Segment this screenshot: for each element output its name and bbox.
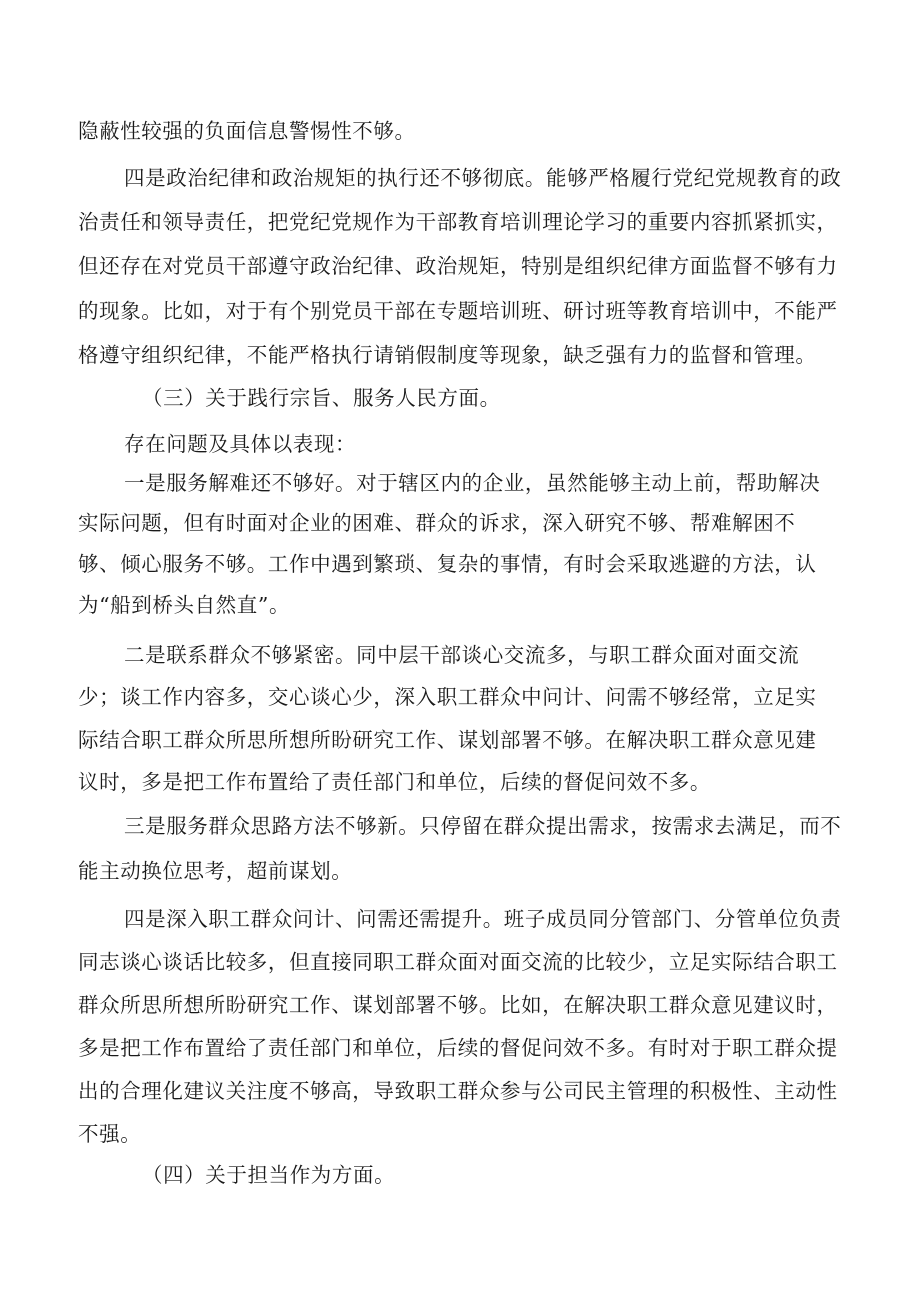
paragraph-line: 存在问题及具体以表现： xyxy=(124,432,357,456)
text-line: 够、倾心服务不够。工作中遇到繁琐、复杂的事情，有时会采取逃避的方法，认 xyxy=(78,552,817,576)
text-line: 格遵守组织纪律，不能严格执行请销假制度等现象，缺乏强有力的监督和管理。 xyxy=(78,343,817,367)
text-line: 隐蔽性较强的负面信息警惕性不够。 xyxy=(78,119,416,143)
text-line: 议时，多是把工作布置给了责任部门和单位，后续的督促问效不多。 xyxy=(78,770,711,794)
section-heading: （三）关于践行宗旨、服务人民方面。 xyxy=(142,386,501,410)
paragraph-line: 三是服务群众思路方法不够新。只停留在群众提出需求，按需求去满足，而不 xyxy=(124,814,842,838)
text-line: 少；谈工作内容多，交心谈心少，深入职工群众中问计、问需不够经常，立足实 xyxy=(78,685,817,709)
text-line: 为“船到桥头自然直”。 xyxy=(78,593,291,617)
text-line: 际结合职工群众所思所想所盼研究工作、谋划部署不够。在解决职工群众意见建 xyxy=(78,728,817,752)
paragraph-line: 四是政治纪律和政治规矩的执行还不够彻底。能够严格履行党纪党规教育的政 xyxy=(124,166,842,190)
text-line: 的现象。比如，对于有个别党员干部在专题培训班、研讨班等教育培训中，不能严 xyxy=(78,299,838,323)
section-heading: （四）关于担当作为方面。 xyxy=(142,1163,396,1187)
paragraph-line: 四是深入职工群众问计、问需还需提升。班子成员同分管部门、分管单位负责 xyxy=(124,907,842,931)
text-line: 但还存在对党员干部遵守政治纪律、政治规矩，特别是组织纪律方面监督不够有力 xyxy=(78,254,838,278)
text-line: 能主动换位思考，超前谋划。 xyxy=(78,859,353,883)
text-line: 不强。 xyxy=(78,1122,142,1146)
text-line: 多是把工作布置给了责任部门和单位，后续的督促问效不多。有时对于职工群众提 xyxy=(78,1036,838,1060)
text-line: 同志谈心谈话比较多，但直接同职工群众面对面交流的比较少，立足实际结合职工 xyxy=(78,950,838,974)
paragraph-line: 一是服务解难还不够好。对于辖区内的企业，虽然能够主动上前，帮助解决 xyxy=(124,471,821,495)
text-line: 实际问题，但有时面对企业的困难、群众的诉求，深入研究不够、帮难解困不 xyxy=(78,511,796,535)
text-line: 治责任和领导责任，把党纪党规作为干部教育培训理论学习的重要内容抓紧抓实， xyxy=(78,210,838,234)
text-line: 出的合理化建议关注度不够高，导致职工群众参与公司民主管理的积极性、主动性 xyxy=(78,1079,838,1103)
paragraph-line: 二是联系群众不够紧密。同中层干部谈心交流多，与职工群众面对面交流 xyxy=(124,643,800,667)
text-line: 群众所思所想所盼研究工作、谋划部署不够。比如，在解决职工群众意见建议时， xyxy=(78,993,838,1017)
